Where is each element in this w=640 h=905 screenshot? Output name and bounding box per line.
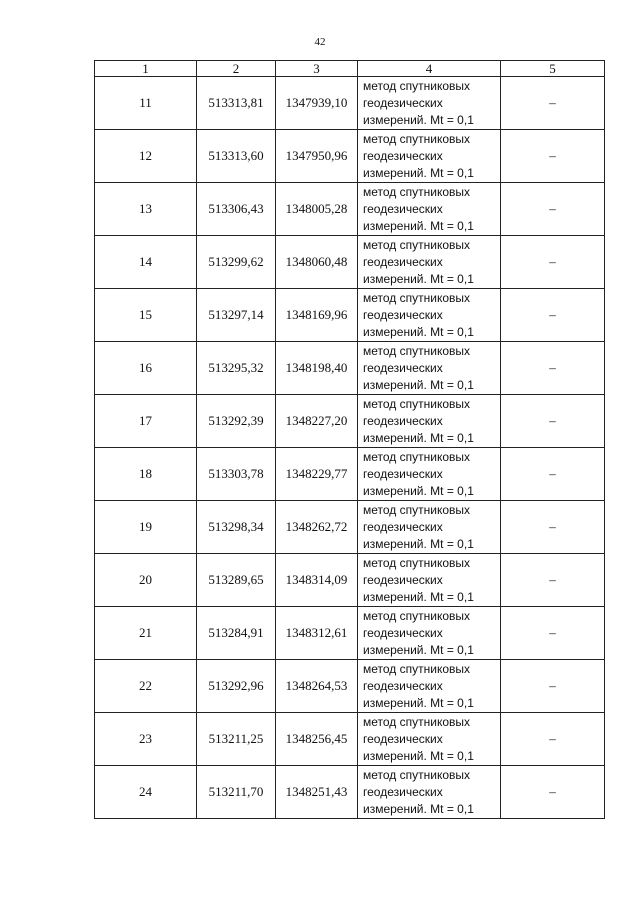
- point-number-cell: 18: [95, 448, 197, 501]
- note-cell: –: [501, 713, 605, 766]
- method-text-line: геодезических: [363, 519, 443, 534]
- y-coordinate-cell: 1348005,28: [276, 183, 358, 236]
- x-coordinate-cell: 513211,70: [197, 766, 276, 819]
- note-cell: –: [501, 607, 605, 660]
- note-cell: –: [501, 77, 605, 130]
- note-cell: –: [501, 766, 605, 819]
- method-text-line: метод спутниковых: [363, 661, 471, 676]
- method-text-line: измерений. Mt = 0,1: [363, 801, 474, 816]
- y-coordinate-cell: 1348256,45: [276, 713, 358, 766]
- method-text-line: измерений. Mt = 0,1: [363, 112, 474, 127]
- y-coordinate-cell: 1348169,96: [276, 289, 358, 342]
- x-coordinate-cell: 513284,91: [197, 607, 276, 660]
- y-coordinate-cell: 1348227,20: [276, 395, 358, 448]
- point-number-cell: 14: [95, 236, 197, 289]
- x-coordinate-cell: 513299,62: [197, 236, 276, 289]
- method-cell: [358, 607, 501, 660]
- x-coordinate-cell: 513292,96: [197, 660, 276, 713]
- table-row: [95, 766, 605, 819]
- note-cell: –: [501, 395, 605, 448]
- method-text-line: метод спутниковых: [363, 343, 471, 358]
- method-cell: [358, 501, 501, 554]
- method-text-line: метод спутниковых: [363, 555, 471, 570]
- note-cell: –: [501, 554, 605, 607]
- method-text-line: геодезических: [363, 254, 443, 269]
- x-coordinate-cell: 513313,81: [197, 77, 276, 130]
- table-row: [95, 183, 605, 236]
- method-text-line: измерений. Mt = 0,1: [363, 536, 474, 551]
- x-coordinate-cell: 513303,78: [197, 448, 276, 501]
- method-text-line: измерений. Mt = 0,1: [363, 271, 474, 286]
- x-coordinate-cell: 513292,39: [197, 395, 276, 448]
- method-text-line: метод спутниковых: [363, 78, 471, 93]
- point-number-cell: 21: [95, 607, 197, 660]
- x-coordinate-cell: 513289,65: [197, 554, 276, 607]
- method-cell: [358, 395, 501, 448]
- method-text-line: измерений. Mt = 0,1: [363, 483, 474, 498]
- point-number-cell: 20: [95, 554, 197, 607]
- method-cell: [358, 554, 501, 607]
- y-coordinate-cell: 1348229,77: [276, 448, 358, 501]
- point-number-cell: 13: [95, 183, 197, 236]
- point-number-cell: 11: [95, 77, 197, 130]
- note-cell: –: [501, 660, 605, 713]
- note-cell: –: [501, 342, 605, 395]
- column-header-4: 4: [358, 61, 501, 77]
- method-text-line: измерений. Mt = 0,1: [363, 642, 474, 657]
- method-text-line: измерений. Mt = 0,1: [363, 165, 474, 180]
- method-text-line: измерений. Mt = 0,1: [363, 324, 474, 339]
- table-row: [95, 289, 605, 342]
- method-text-line: геодезических: [363, 413, 443, 428]
- table-row: [95, 77, 605, 130]
- method-text-line: метод спутниковых: [363, 290, 471, 305]
- method-cell: [358, 77, 501, 130]
- point-number-cell: 17: [95, 395, 197, 448]
- method-text-line: метод спутниковых: [363, 237, 471, 252]
- table-row: [95, 607, 605, 660]
- point-number-cell: 16: [95, 342, 197, 395]
- coordinates-table: [94, 60, 605, 819]
- note-cell: –: [501, 236, 605, 289]
- table-row: [95, 660, 605, 713]
- x-coordinate-cell: 513313,60: [197, 130, 276, 183]
- x-coordinate-cell: 513298,34: [197, 501, 276, 554]
- point-number-cell: 15: [95, 289, 197, 342]
- method-text-line: метод спутниковых: [363, 396, 471, 411]
- method-text-line: геодезических: [363, 731, 443, 746]
- note-cell: –: [501, 501, 605, 554]
- table-row: [95, 342, 605, 395]
- method-text-line: метод спутниковых: [363, 767, 471, 782]
- method-cell: [358, 766, 501, 819]
- y-coordinate-cell: 1348251,43: [276, 766, 358, 819]
- method-text-line: измерений. Mt = 0,1: [363, 589, 474, 604]
- page-number: 42: [314, 36, 326, 48]
- method-text-line: геодезических: [363, 784, 443, 799]
- x-coordinate-cell: 513211,25: [197, 713, 276, 766]
- y-coordinate-cell: 1347939,10: [276, 77, 358, 130]
- note-cell: –: [501, 130, 605, 183]
- method-text-line: измерений. Mt = 0,1: [363, 695, 474, 710]
- y-coordinate-cell: 1348198,40: [276, 342, 358, 395]
- table-row: [95, 448, 605, 501]
- table-body: [95, 77, 605, 819]
- y-coordinate-cell: 1348262,72: [276, 501, 358, 554]
- method-cell: [358, 713, 501, 766]
- column-header-3: 3: [276, 61, 358, 77]
- method-text-line: геодезических: [363, 466, 443, 481]
- point-number-cell: 23: [95, 713, 197, 766]
- method-text-line: метод спутниковых: [363, 714, 471, 729]
- method-text-line: геодезических: [363, 95, 443, 110]
- x-coordinate-cell: 513306,43: [197, 183, 276, 236]
- method-cell: [358, 342, 501, 395]
- method-cell: [358, 130, 501, 183]
- method-text-line: измерений. Mt = 0,1: [363, 748, 474, 763]
- table-row: [95, 713, 605, 766]
- x-coordinate-cell: 513295,32: [197, 342, 276, 395]
- column-header-2: 2: [197, 61, 276, 77]
- method-text-line: геодезических: [363, 148, 443, 163]
- table-header: [95, 61, 605, 77]
- method-cell: [358, 236, 501, 289]
- method-cell: [358, 289, 501, 342]
- method-text-line: измерений. Mt = 0,1: [363, 430, 474, 445]
- method-text-line: метод спутниковых: [363, 608, 471, 623]
- method-text-line: геодезических: [363, 201, 443, 216]
- note-cell: –: [501, 448, 605, 501]
- method-text-line: метод спутниковых: [363, 131, 471, 146]
- y-coordinate-cell: 1347950,96: [276, 130, 358, 183]
- table-row: [95, 236, 605, 289]
- method-text-line: измерений. Mt = 0,1: [363, 377, 474, 392]
- method-cell: [358, 660, 501, 713]
- column-header-1: 1: [95, 61, 197, 77]
- y-coordinate-cell: 1348060,48: [276, 236, 358, 289]
- column-header-5: 5: [501, 61, 605, 77]
- method-cell: [358, 448, 501, 501]
- method-text-line: геодезических: [363, 572, 443, 587]
- method-cell: [358, 183, 501, 236]
- method-text-line: геодезических: [363, 625, 443, 640]
- table-row: [95, 501, 605, 554]
- method-text-line: геодезических: [363, 307, 443, 322]
- method-text-line: метод спутниковых: [363, 502, 471, 517]
- y-coordinate-cell: 1348314,09: [276, 554, 358, 607]
- method-text-line: геодезических: [363, 678, 443, 693]
- y-coordinate-cell: 1348312,61: [276, 607, 358, 660]
- method-text-line: метод спутниковых: [363, 184, 471, 199]
- method-text-line: метод спутниковых: [363, 449, 471, 464]
- point-number-cell: 12: [95, 130, 197, 183]
- table-row: [95, 130, 605, 183]
- method-text-line: геодезических: [363, 360, 443, 375]
- table-row: [95, 395, 605, 448]
- note-cell: –: [501, 289, 605, 342]
- note-cell: –: [501, 183, 605, 236]
- point-number-cell: 22: [95, 660, 197, 713]
- point-number-cell: 19: [95, 501, 197, 554]
- header-row: [95, 61, 605, 77]
- method-text-line: измерений. Mt = 0,1: [363, 218, 474, 233]
- table-row: [95, 554, 605, 607]
- y-coordinate-cell: 1348264,53: [276, 660, 358, 713]
- point-number-cell: 24: [95, 766, 197, 819]
- x-coordinate-cell: 513297,14: [197, 289, 276, 342]
